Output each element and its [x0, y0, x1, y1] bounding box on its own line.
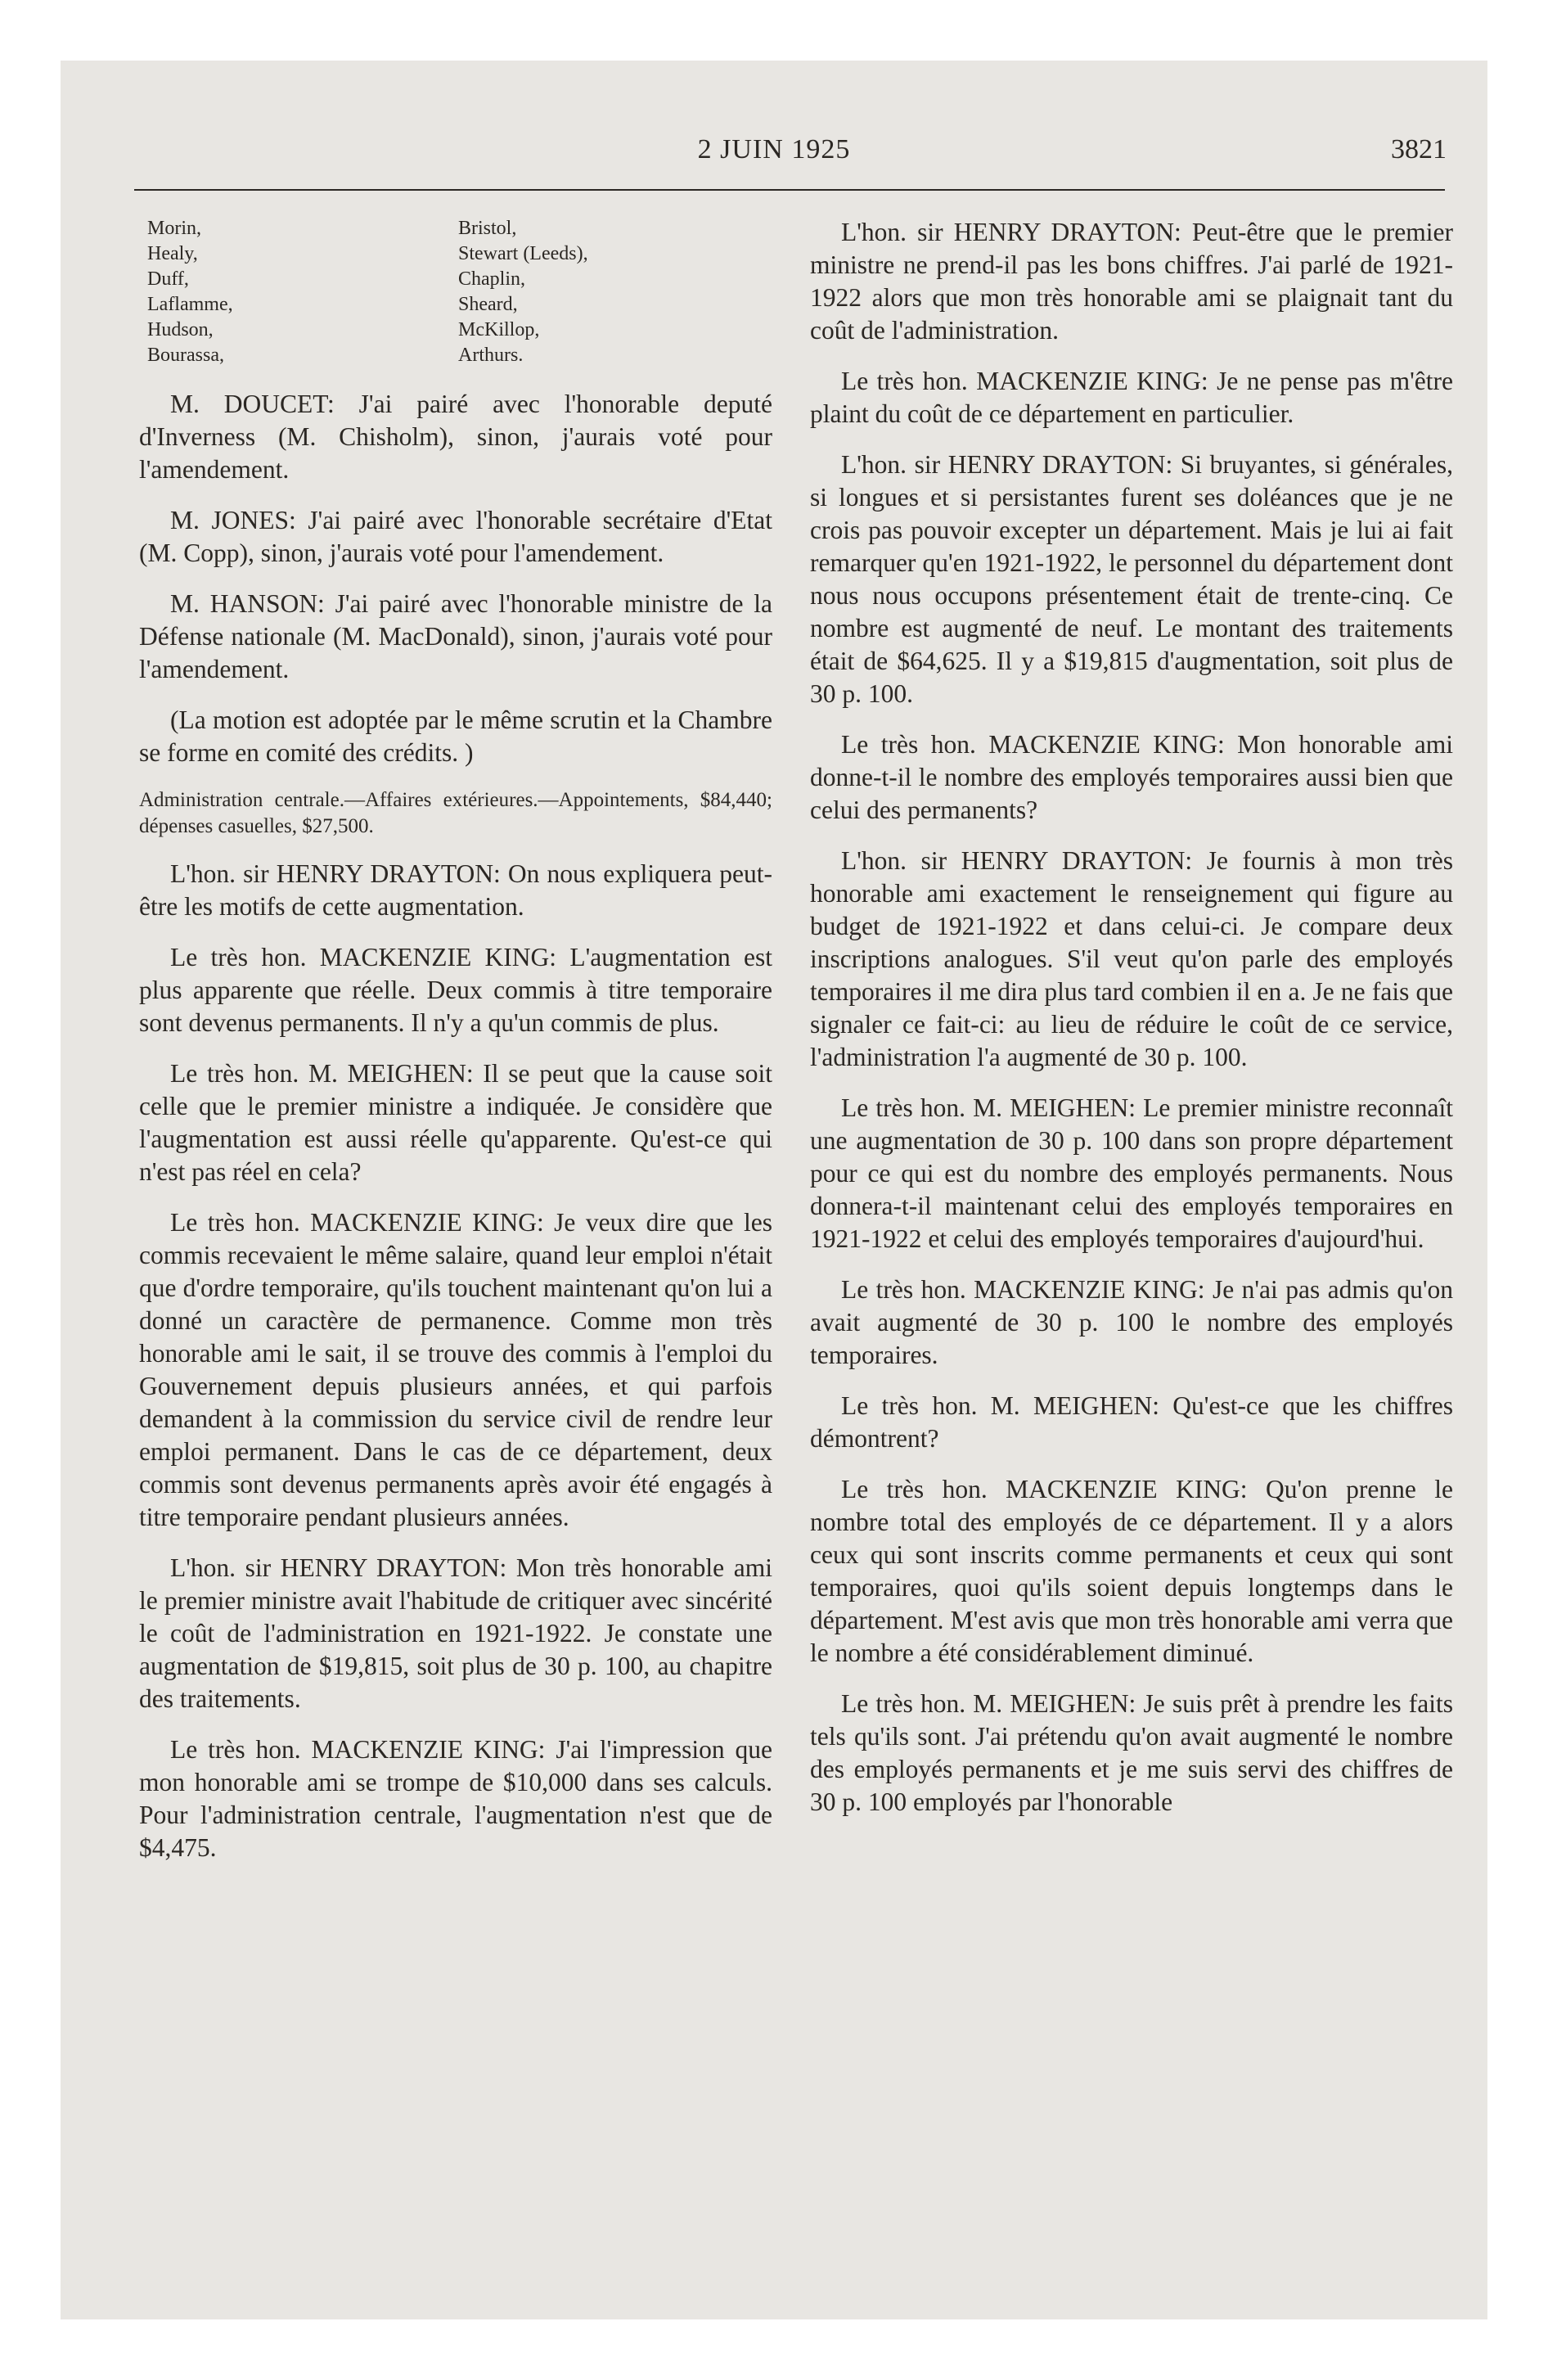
paragraph: L'hon. sir HENRY DRAYTON: Si bruyantes, si générales, si longues et si persistantes furent ses doléances que je ne crois pas pouvoir excepter un département. Mais je lui ai fait remarquer qu'en 1921-1922, le personnel du département dont nous nous occupons présentement était de trente-cinq. Ce nombre est augmenté de neuf. Le montant des traitements était de $64,625. Il y a $19,815 d'augmentation, soit plus de 30 p. 100.	[810, 450, 1453, 708]
name-item: Bourassa,	[147, 345, 224, 366]
paragraph: M. DOUCET: J'ai pairé avec l'honorable deputé d'Inverness (M. Chisholm), sinon, j'aurais voté pour l'amendement.	[139, 390, 772, 484]
right-column	[810, 216, 1453, 1837]
paragraph: Le très hon. MACKENZIE KING: J'ai l'impression que mon honorable ami se trompe de $10,000 dans ses calculs. Pour l'administration centrale, l'augmentation n'est que de $4,475.	[139, 1735, 772, 1862]
scanned-page	[61, 61, 1487, 2319]
name-item: Morin,	[147, 218, 201, 239]
name-item: Duff,	[147, 268, 189, 290]
paragraph: L'hon. sir HENRY DRAYTON: Je fournis à mon très honorable ami exactement le renseignement qui figure au budget de 1921-1922 et dans celui-ci. Je compare deux inscriptions analogues. S'il veut qu'on parle des employés temporaires il me dira plus tard combien il en a. Je ne fais que signaler ce fait-ci: au lieu de réduire le coût de ce service, l'administration l'a augmenté de 30 p. 100.	[810, 846, 1453, 1071]
paragraph: M. HANSON: J'ai pairé avec l'honorable ministre de la Défense nationale (M. MacDonald), sinon, j'aurais voté pour l'amendement.	[139, 589, 772, 683]
paragraph: Le très hon. M. MEIGHEN: Le premier ministre reconnaît une augmentation de 30 p. 100 dans son propre département pour ce qui est du nombre des employés permanents. Nous donnera-t-il maintenant celui des employés temporaires en 1921-1922 et celui des employés temporaires d'aujourd'hui.	[810, 1093, 1453, 1253]
paragraph: L'hon. sir HENRY DRAYTON: On nous expliquera peut-être les motifs de cette augmentation.	[139, 859, 772, 921]
paragraph: Le très hon. M. MEIGHEN: Il se peut que la cause soit celle que le premier ministre a indiquée. Je considère que l'augmentation est aussi réelle qu'apparente. Qu'est-ce qui n'est pas réel en cela?	[139, 1059, 772, 1186]
paragraph: Le très hon. M. MEIGHEN: Je suis prêt à prendre les faits tels qu'ils sont. J'ai prétendu qu'on avait augmenté le nombre des employés permanents et je me suis servi des chiffres de 30 p. 100 employés par l'honorable	[810, 1689, 1453, 1816]
name-item: Healy,	[147, 243, 198, 264]
names-column-b	[458, 216, 588, 368]
name-item: McKillop,	[458, 319, 540, 340]
names-column-a	[147, 216, 458, 368]
name-item: Hudson,	[147, 319, 214, 340]
section-subheading: Administration centrale.—Affaires extérieures.—Appointements, $84,440; dépenses casuelles, $27,500.	[139, 789, 772, 837]
name-item: Stewart (Leeds),	[458, 243, 588, 264]
paragraph: Le très hon. MACKENZIE KING: Qu'on prenne le nombre total des employés de ce département. Il y a alors ceux qui sont inscrits comme permanents et ceux qui sont temporaires, quoi qu'ils soient depuis longtemps dans le département. M'est avis que mon très honorable ami verra que le nombre a été considérablement diminué.	[810, 1475, 1453, 1667]
name-item: Laflamme,	[147, 294, 233, 315]
paragraph: (La motion est adoptée par le même scrutin et la Chambre se forme en comité des crédits. )	[139, 705, 772, 767]
page-header	[61, 134, 1487, 175]
paragraph: Le très hon. MACKENZIE KING: L'augmentation est plus apparente que réelle. Deux commis à titre temporaire sont devenus permanents. Il n'y a qu'un commis de plus.	[139, 943, 772, 1037]
paragraph: Le très hon. MACKENZIE KING: Je n'ai pas admis qu'on avait augmenté de 30 p. 100 le nombre des employés temporaires.	[810, 1275, 1453, 1369]
left-column	[139, 216, 772, 1882]
name-item: Sheard,	[458, 294, 518, 315]
name-item: Chaplin,	[458, 268, 525, 290]
page-date: 2 JUIN 1925	[697, 134, 851, 165]
paragraph: Le très hon. MACKENZIE KING: Je veux dire que les commis recevaient le même salaire, quand leur emploi n'était que d'ordre temporaire, qu'ils touchent maintenant qu'on lui a donné un caractère de permanence. Comme mon très honorable ami le sait, il se trouve des commis à l'emploi du Gouvernement depuis plusieurs années, et qui parfois demandent à la commission du service civil de rendre leur emploi permanent. Dans le cas de ce département, deux commis sont devenus permanents après avoir été engagés à titre temporaire pendant plusieurs années.	[139, 1208, 772, 1531]
header-rule	[134, 189, 1445, 191]
paragraph: L'hon. sir HENRY DRAYTON: Peut-être que le premier ministre ne prend-il pas les bons chiffres. J'ai parlé de 1921-1922 alors que mon très honorable ami se plaignait tant du coût de l'administration.	[810, 218, 1453, 345]
name-item: Arthurs.	[458, 345, 524, 366]
paragraph: Le très hon. MACKENZIE KING: Je ne pense pas m'être plaint du coût de ce département en particulier.	[810, 367, 1453, 428]
paragraph: Le très hon. MACKENZIE KING: Mon honorable ami donne-t-il le nombre des employés temporaires aussi bien que celui des permanents?	[810, 730, 1453, 824]
paragraph: L'hon. sir HENRY DRAYTON: Mon très honorable ami le premier ministre avait l'habitude de critiquer avec sincérité le coût de l'administration en 1921-1922. Je constate une augmentation de $19,815, soit plus de 30 p. 100, au chapitre des traitements.	[139, 1553, 772, 1713]
paragraph: M. JONES: J'ai pairé avec l'honorable secrétaire d'Etat (M. Copp), sinon, j'aurais voté pour l'amendement.	[139, 506, 772, 567]
page-number: 3821	[1391, 134, 1447, 165]
vote-names-list	[147, 216, 772, 368]
name-item: Bristol,	[458, 218, 517, 239]
paragraph: Le très hon. M. MEIGHEN: Qu'est-ce que les chiffres démontrent?	[810, 1391, 1453, 1453]
